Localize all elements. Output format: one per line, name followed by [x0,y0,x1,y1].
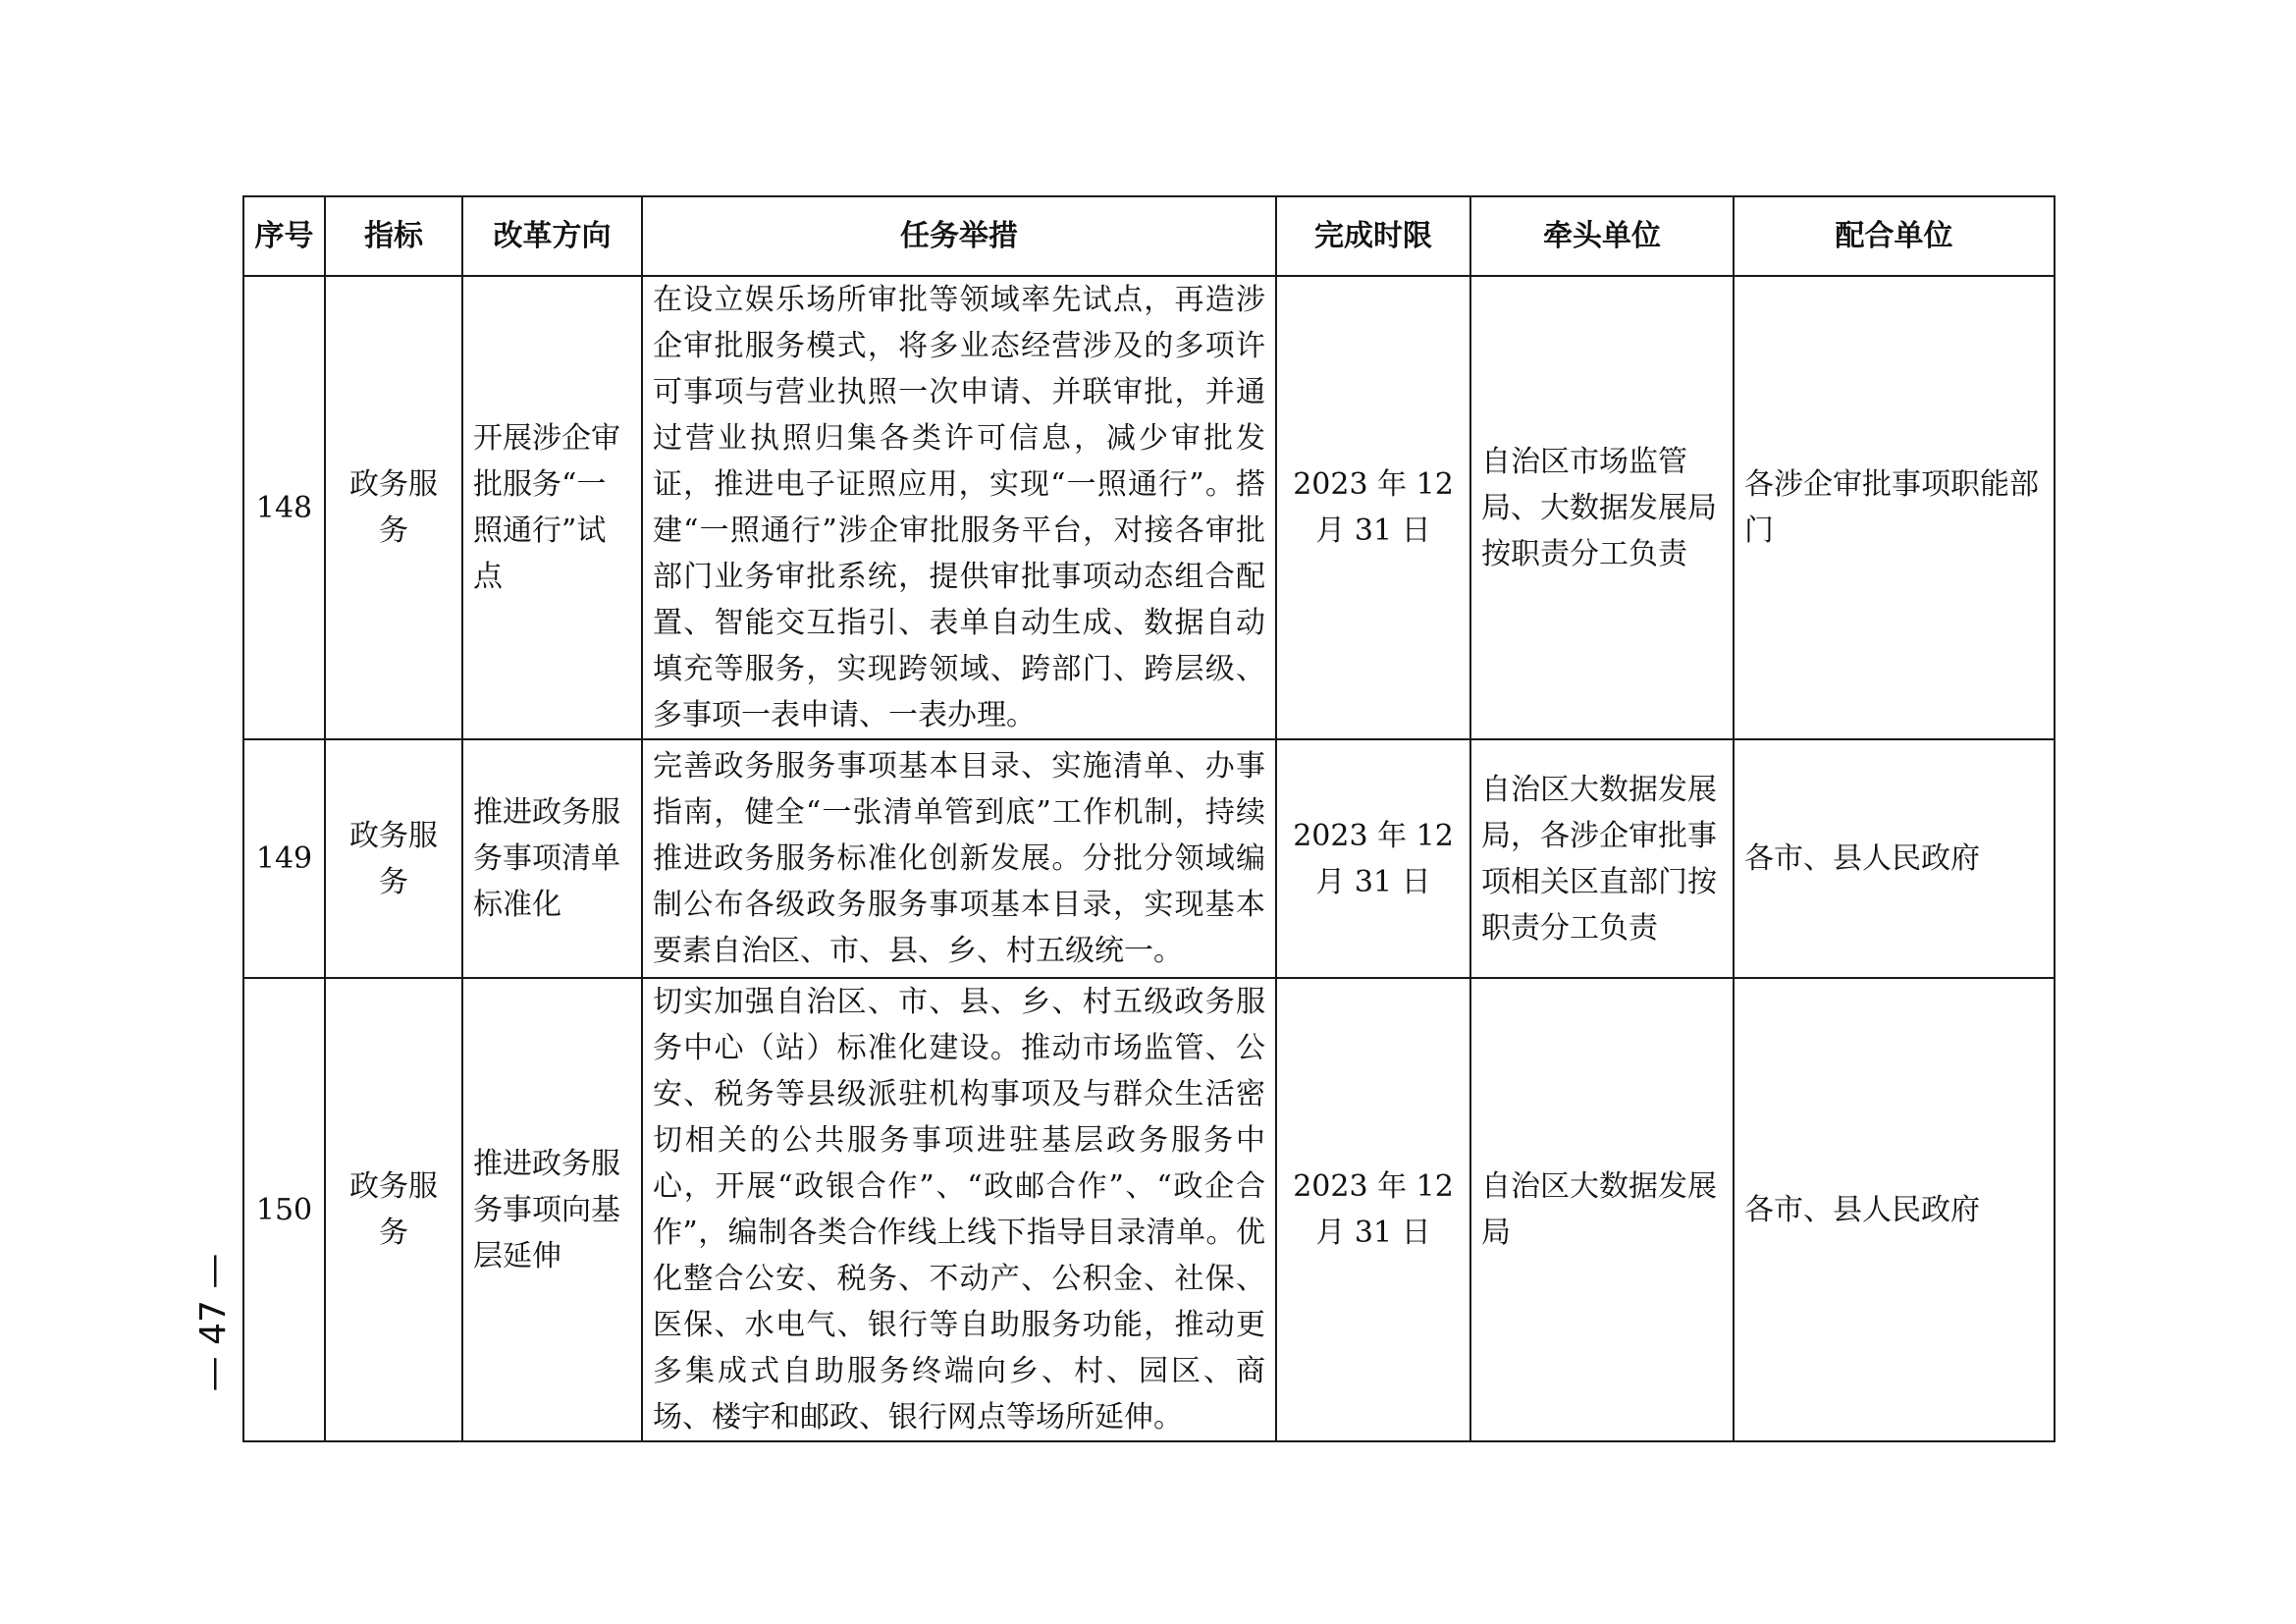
cell-deadline: 2023 年 12 月 31 日 [1276,739,1470,978]
cell-direction: 推进政务服务事项清单标准化 [462,739,642,978]
cell-deadline: 2023 年 12 月 31 日 [1276,276,1470,739]
table-row [243,739,2055,978]
cell-indicator: 政务服务 [325,978,462,1441]
cell-cooperate: 各涉企审批事项职能部门 [1734,276,2055,739]
header-task: 任务举措 [642,196,1276,276]
cell-cooperate: 各市、县人民政府 [1734,739,2055,978]
cell-cooperate: 各市、县人民政府 [1734,978,2055,1441]
header-lead: 牵头单位 [1470,196,1734,276]
table-row [243,276,2055,739]
header-direction: 改革方向 [462,196,642,276]
header-no: 序号 [243,196,325,276]
cell-indicator: 政务服务 [325,739,462,978]
cell-no: 148 [243,276,325,739]
cell-lead: 自治区大数据发展局 [1470,978,1734,1441]
cell-no: 149 [243,739,325,978]
cell-task: 完善政务服务事项基本目录、实施清单、办事指南，健全“一张清单管到底”工作机制，持续推进政务服务标准化创新发展。分批分领域编制公布各级政务服务事项基本目录，实现基本要素自治区、市、县、乡、村五级统一。 [642,739,1276,978]
cell-deadline: 2023 年 12 月 31 日 [1276,978,1470,1441]
task-table [242,195,2056,1442]
header-deadline: 完成时限 [1276,196,1470,276]
cell-direction: 推进政务服务事项向基层延伸 [462,978,642,1441]
header-cooperate: 配合单位 [1734,196,2055,276]
cell-no: 150 [243,978,325,1441]
cell-indicator: 政务服务 [325,276,462,739]
cell-task: 在设立娱乐场所审批等领域率先试点，再造涉企审批服务模式，将多业态经营涉及的多项许可事项与营业执照一次申请、并联审批，并通过营业执照归集各类许可信息，减少审批发证，推进电子证照应用，实现“一照通行”。搭建“一照通行”涉企审批服务平台，对接各审批部门业务审批系统，提供审批事项动态组合配置、智能交互指引、表单自动生成、数据自动填充等服务，实现跨领域、跨部门、跨层级、多事项一表申请、一表办理。 [642,276,1276,739]
table-row [243,978,2055,1441]
cell-lead: 自治区大数据发展局，各涉企审批事项相关区直部门按职责分工负责 [1470,739,1734,978]
cell-task: 切实加强自治区、市、县、乡、村五级政务服务中心（站）标准化建设。推动市场监管、公安、税务等县级派驻机构事项及与群众生活密切相关的公共服务事项进驻基层政务服务中心，开展“政银合作”、“政邮合作”、“政企合作”，编制各类合作线上线下指导目录清单。优化整合公安、税务、不动产、公积金、社保、医保、水电气、银行等自助服务功能，推动更多集成式自助服务终端向乡、村、园区、商场、楼宇和邮政、银行网点等场所延伸。 [642,978,1276,1441]
header-row [243,196,2055,276]
cell-direction: 开展涉企审批服务“一照通行”试点 [462,276,642,739]
page-number [180,1249,248,1396]
page-number-text: — 47 — [193,1253,234,1392]
cell-lead: 自治区市场监管局、大数据发展局按职责分工负责 [1470,276,1734,739]
header-indicator: 指标 [325,196,462,276]
